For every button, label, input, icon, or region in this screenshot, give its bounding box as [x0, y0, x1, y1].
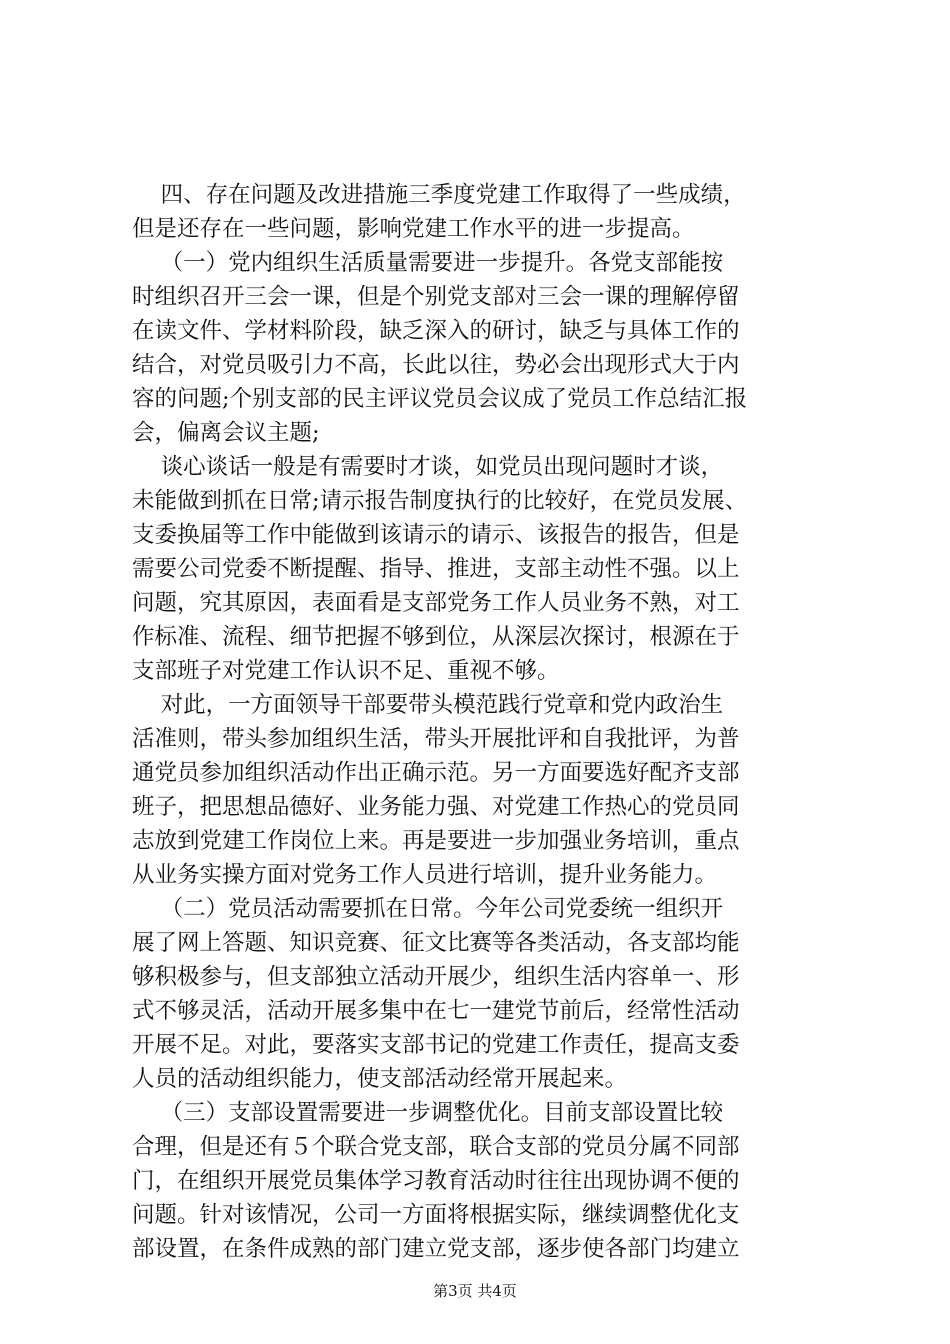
text-line: 志放到党建工作岗位上来。再是要进一步加强业务培训，重点	[132, 828, 740, 854]
text-line: 支部班子对党建工作认识不足、重视不够。	[132, 658, 560, 684]
text-line: 合理，但是还有５个联合党支部，联合支部的党员分属不同部	[132, 1134, 740, 1160]
text-line: 够积极参与，但支部独立活动开展少，组织生活内容单一、形	[132, 964, 740, 990]
text-line: 通党员参加组织活动作出正确示范。另一方面要选好配齐支部	[132, 760, 740, 786]
text-line: 在读文件、学材料阶段，缺乏深入的研讨，缺乏与具体工作的	[132, 318, 740, 344]
text-line: （一）党内组织生活质量需要进一步提升。各党支部能按	[132, 250, 724, 276]
text-line: 对此，一方面领导干部要带头模范践行党章和党内政治生	[132, 692, 724, 718]
text-line: 问题。针对该情况，公司一方面将根据实际，继续调整优化支	[132, 1202, 740, 1228]
text-line: 部设置，在条件成熟的部门建立党支部，逐步使各部门均建立	[132, 1236, 740, 1262]
text-line: 谈心谈话一般是有需要时才谈，如党员出现问题时才谈，	[132, 454, 724, 480]
text-line: 会，偏离会议主题;	[132, 420, 320, 446]
text-line: 作标准、流程、细节把握不够到位，从深层次探讨，根源在于	[132, 624, 740, 650]
text-line: 从业务实操方面对党务工作人员进行培训，提升业务能力。	[132, 862, 718, 888]
text-line: 四、存在问题及改进措施三季度党建工作取得了一些成绩，	[132, 182, 746, 208]
text-line: 开展不足。对此，要落实支部书记的党建工作责任，提高支委	[132, 1032, 740, 1058]
text-line: （二）党员活动需要抓在日常。今年公司党委统一组织开	[132, 896, 724, 922]
text-line: 时组织召开三会一课，但是个别党支部对三会一课的理解停留	[132, 284, 740, 310]
page-footer: 第3页 共4页	[433, 1282, 517, 1300]
text-line: 但是还存在一些问题，影响党建工作水平的进一步提高。	[132, 216, 695, 242]
text-line: 展了网上答题、知识竞赛、征文比赛等各类活动，各支部均能	[132, 930, 740, 956]
text-line: 结合，对党员吸引力不高，长此以往，势必会出现形式大于内	[132, 352, 740, 378]
text-line: 活准则，带头参加组织生活，带头开展批评和自我批评，为普	[132, 726, 740, 752]
text-line: 门，在组织开展党员集体学习教育活动时往往出现协调不便的	[132, 1168, 740, 1194]
text-line: 人员的活动组织能力，使支部活动经常开展起来。	[132, 1066, 628, 1092]
text-line: 容的问题;个别支部的民主评议党员会议成了党员工作总结汇报	[132, 386, 748, 412]
text-line: 支委换届等工作中能做到该请示的请示、该报告的报告，但是	[132, 522, 740, 548]
text-line: 班子，把思想品德好、业务能力强、对党建工作热心的党员同	[132, 794, 740, 820]
text-line: 问题，究其原因，表面看是支部党务工作人员业务不熟，对工	[132, 590, 740, 616]
text-line: 需要公司党委不断提醒、指导、推进，支部主动性不强。以上	[132, 556, 740, 582]
text-line: 式不够灵活，活动开展多集中在七一建党节前后，经常性活动	[132, 998, 740, 1024]
text-line: 未能做到抓在日常;请示报告制度执行的比较好，在党员发展、	[132, 488, 748, 514]
text-line: （三）支部设置需要进一步调整优化。目前支部设置比较	[132, 1100, 724, 1126]
